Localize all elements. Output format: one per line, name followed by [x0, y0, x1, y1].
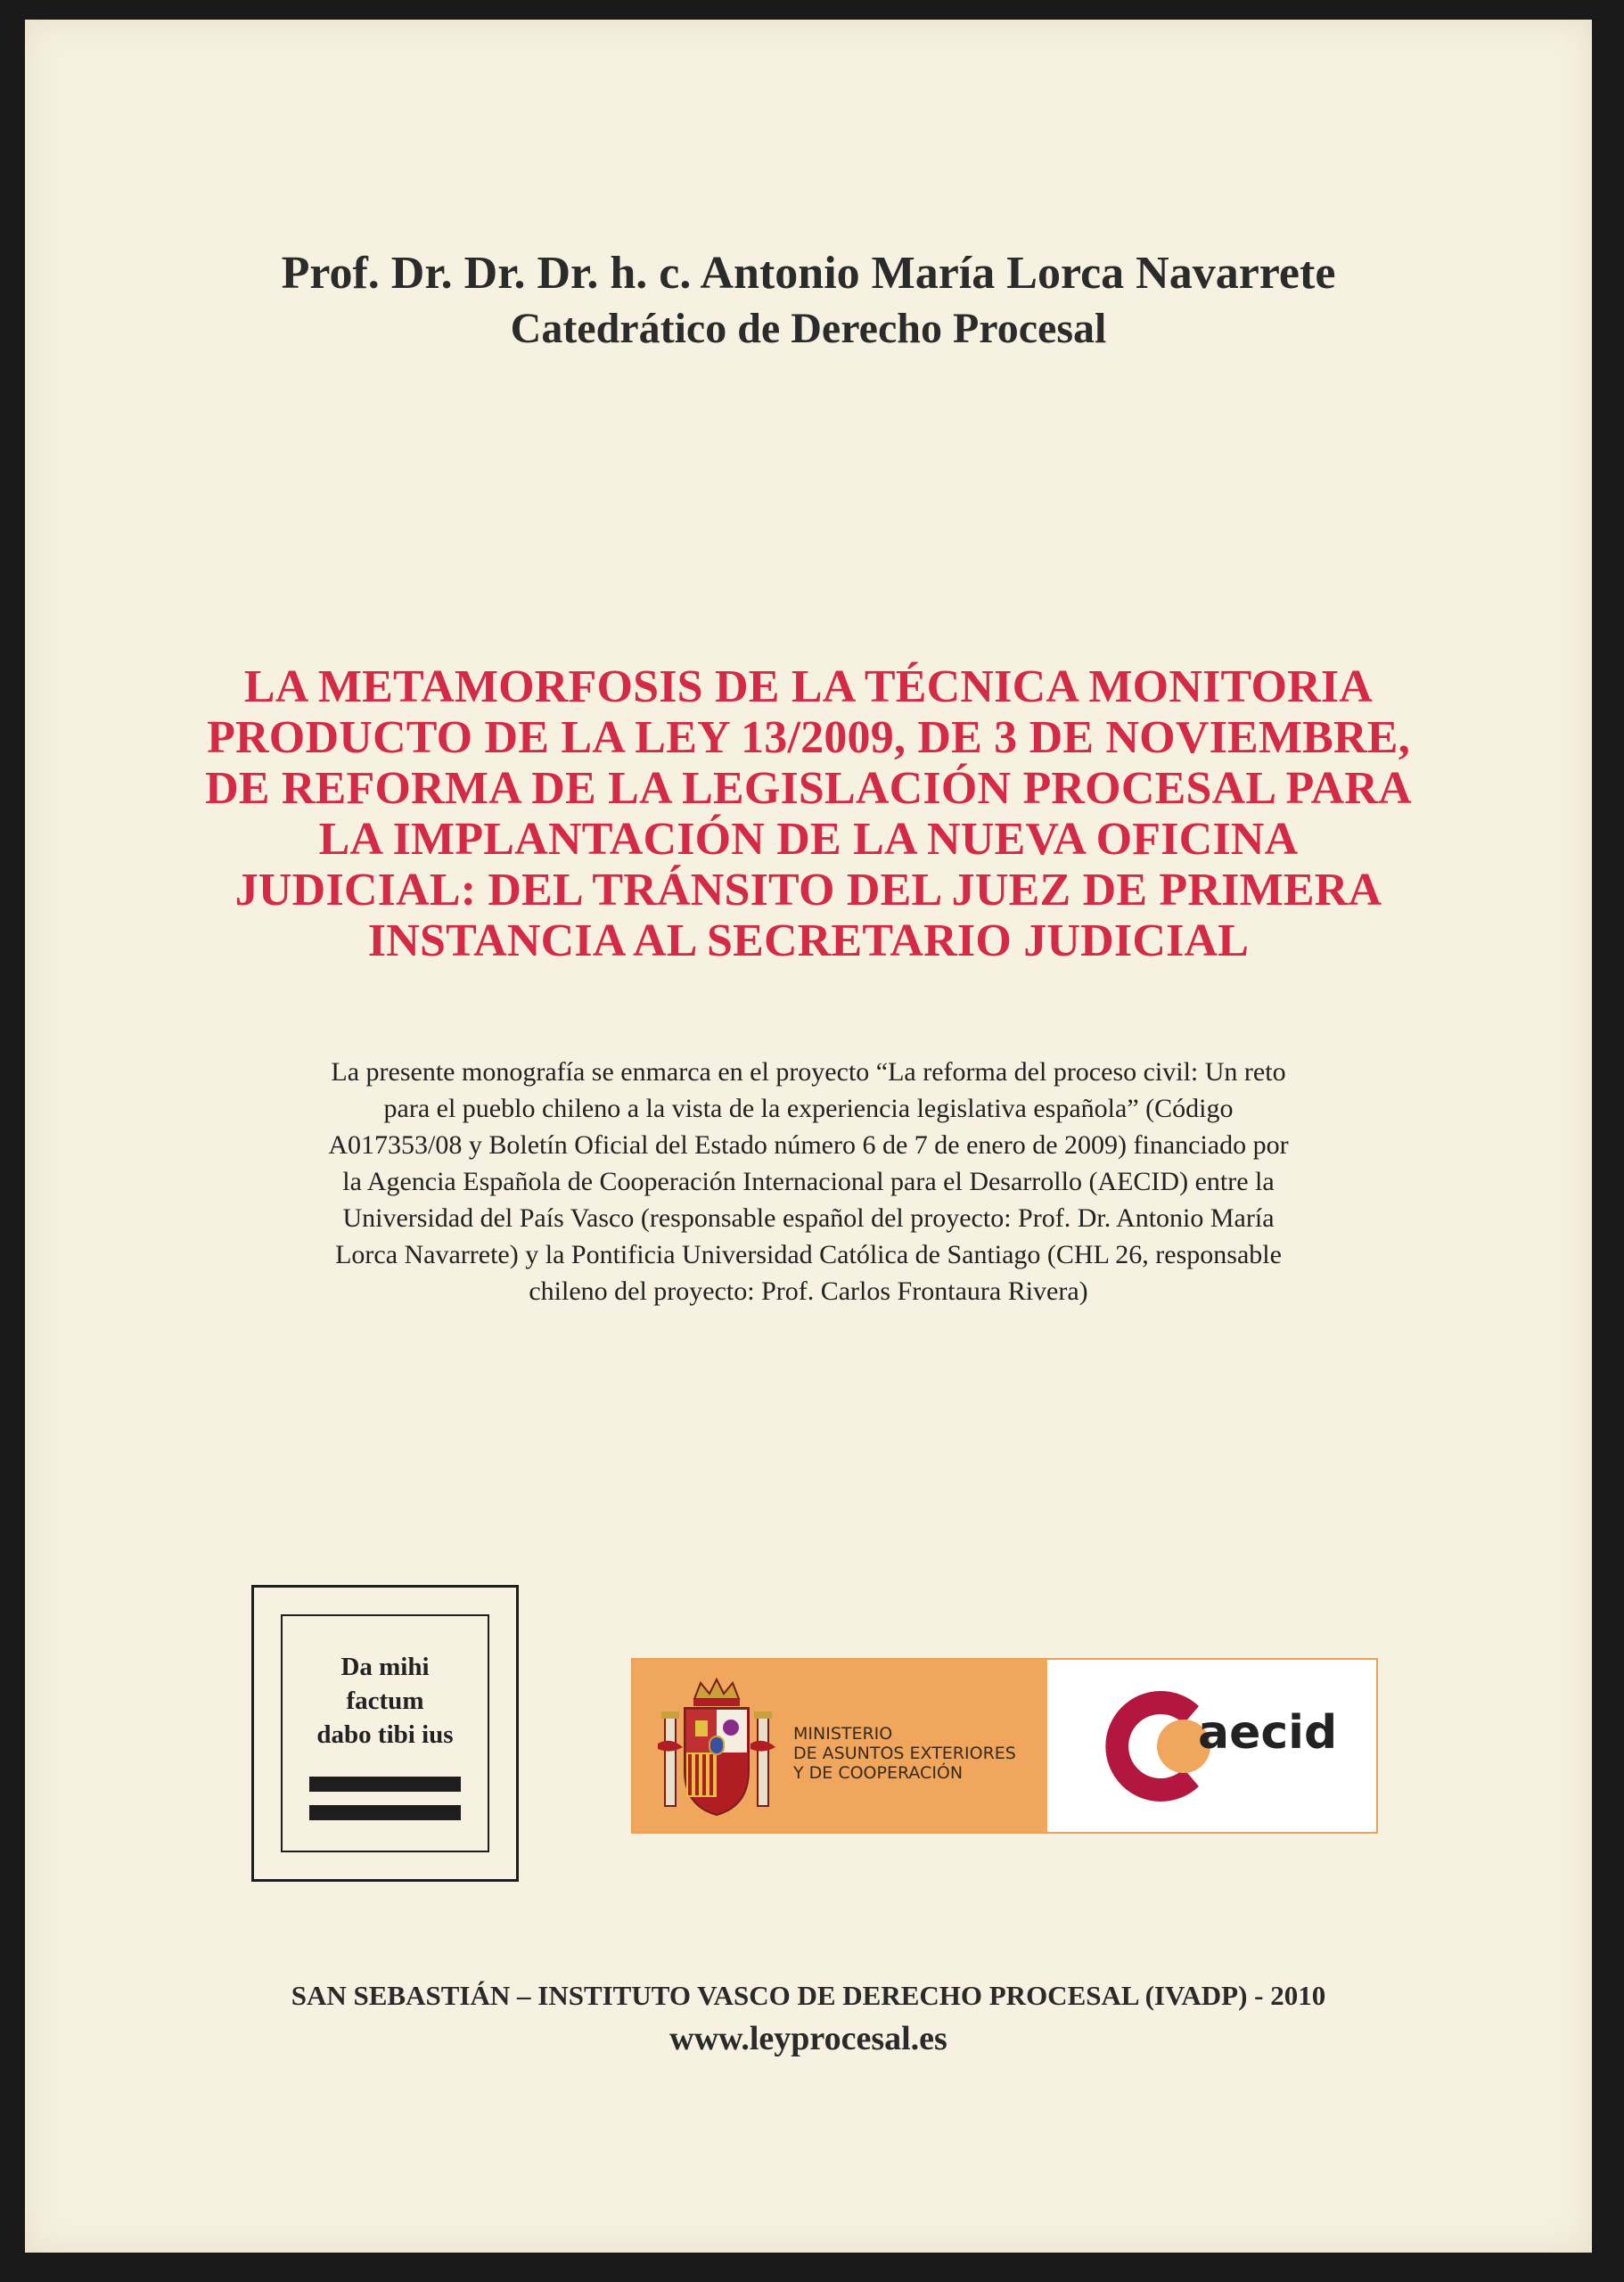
- website-link[interactable]: www.leyprocesal.es: [669, 2020, 947, 2057]
- author-name: Prof. Dr. Dr. Dr. h. c. Antonio María Lorca Navarrete: [281, 248, 1336, 299]
- title-line: DE REFORMA DE LA LEGISLACIÓN PROCESAL PARA: [205, 763, 1412, 814]
- abstract-line: A017353/08 y Boletín Oficial del Estado número 6 de 7 de enero de 2009) financiado por: [328, 1130, 1289, 1160]
- abstract-line: para el pueblo chileno a la vista de la experiencia legislativa española” (Código: [383, 1094, 1234, 1123]
- motto-frame: [281, 1614, 489, 1852]
- ministry-line: DE ASUNTOS EXTERIORES: [793, 1744, 1016, 1763]
- ministry-name: [793, 1724, 1016, 1783]
- publisher-footer: [25, 1976, 1592, 2062]
- abstract-line: La presente monografía se enmarca en el proyecto “La reforma del proceso civil: Un reto: [331, 1057, 1286, 1087]
- book-title: [132, 661, 1485, 966]
- title-line: INSTANCIA AL SECRETARIO JUDICIAL: [367, 915, 1250, 966]
- motto-line: dabo tibi ius: [316, 1720, 454, 1749]
- title-line: PRODUCTO DE LA LEY 13/2009, DE 3 DE NOVIEMBRE,: [207, 712, 1410, 763]
- abstract-line: Lorca Navarrete) y la Pontificia Universidad Católica de Santiago (CHL 26, responsable: [335, 1240, 1282, 1269]
- ministry-line: Y DE COOPERACIÓN: [793, 1763, 964, 1783]
- ministry-logo: [633, 1660, 1047, 1832]
- motto-line: Da mihi: [340, 1653, 430, 1681]
- author-role: Catedrático de Derecho Procesal: [510, 305, 1107, 352]
- motto-text: [283, 1650, 488, 1752]
- motto-line: factum: [346, 1687, 424, 1715]
- ministry-line: MINISTERIO: [793, 1724, 893, 1744]
- motto-logo: [251, 1585, 519, 1882]
- book-back-cover: [25, 20, 1592, 2253]
- aecid-wordmark: aecid: [1198, 1706, 1338, 1760]
- abstract-line: chileno del proyecto: Prof. Carlos Frontaura Rivera): [529, 1276, 1088, 1306]
- author-block: [25, 245, 1592, 356]
- equals-bar-icon: [309, 1777, 461, 1792]
- equals-bar-icon: [309, 1805, 461, 1820]
- spanish-coat-of-arms-icon: [654, 1672, 779, 1822]
- title-line: JUDICIAL: DEL TRÁNSITO DEL JUEZ DE PRIMERA: [234, 865, 1382, 915]
- title-line: LA IMPLANTACIÓN DE LA NUEVA OFICINA: [318, 814, 1299, 865]
- abstract-line: Universidad del País Vasco (responsable español del proyecto: Prof. Dr. Antonio María: [342, 1203, 1275, 1233]
- sponsor-logos: [631, 1658, 1378, 1834]
- abstract-line: la Agencia Española de Cooperación Internacional para el Desarrollo (AECID) entre la: [342, 1167, 1275, 1196]
- abstract-paragraph: [150, 1054, 1467, 1309]
- title-line: LA METAMORFOSIS DE LA TÉCNICA MONITORIA: [243, 661, 1374, 712]
- publisher-line: SAN SEBASTIÁN – INSTITUTO VASCO DE DERECHO PROCESAL (IVADP) - 2010: [291, 1980, 1326, 2011]
